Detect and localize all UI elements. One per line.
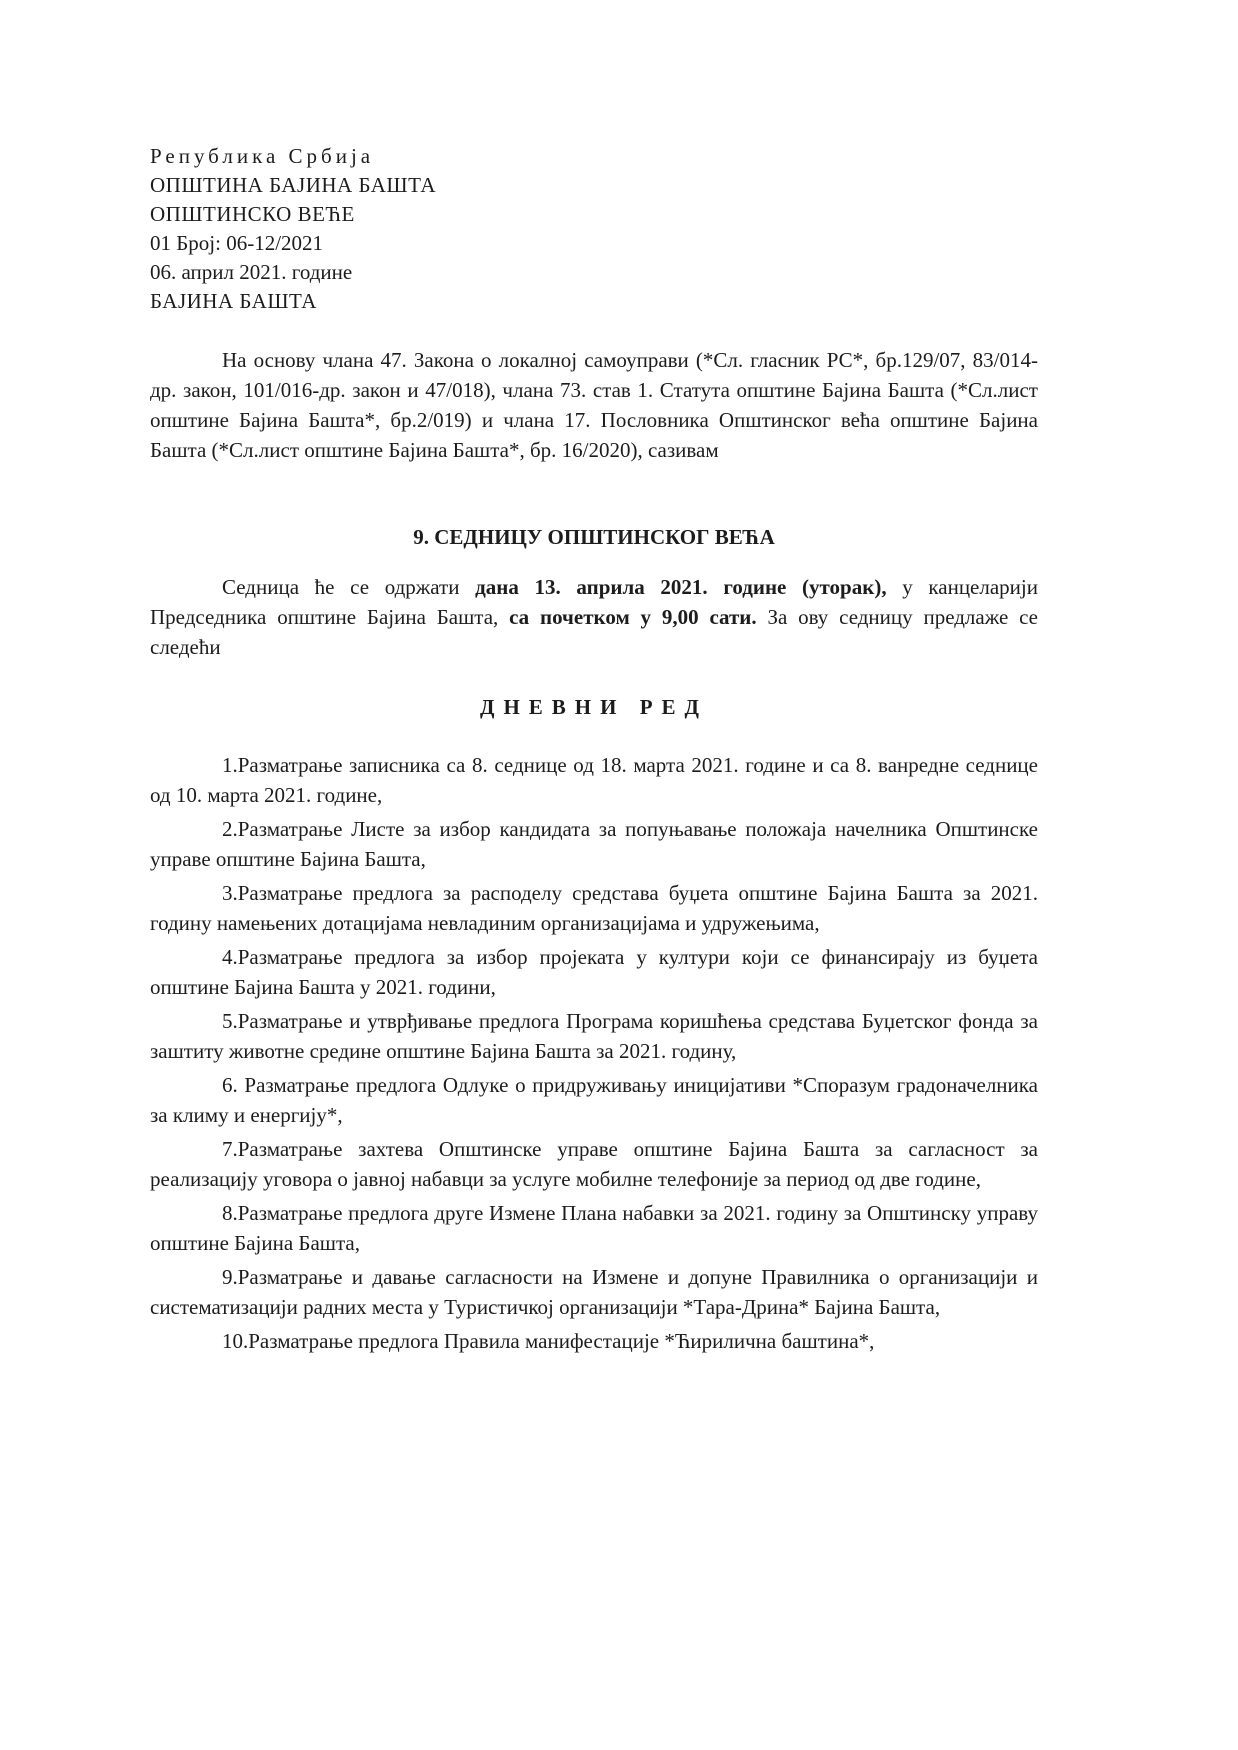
session-date: дана 13. априла 2021. године (уторак),: [475, 575, 887, 599]
session-info-text-2: у канцеларији Председника општине Бајина Башта,: [150, 575, 1038, 629]
agenda-item: 7.Разматрање захтева Општинске управе општине Бајина Башта за сагласност за реализацију уговора о јавној набавци за услуге мобилне телефоније за период од две године,: [150, 1137, 1038, 1191]
municipality-name: ОПШТИНА БАЈИНА БАШТА: [150, 173, 437, 197]
session-start-time: са почетком у 9,00 сати.: [509, 605, 757, 629]
session-title: 9. СЕДНИЦУ ОПШТИНСКОГ ВЕЋА: [413, 525, 775, 549]
document-number: 01 Број: 06-12/2021: [150, 231, 324, 255]
agenda-item: 5.Разматрање и утврђивање предлога Програма коришћења средстава Буџетског фонда за заштиту животне средине општине Бајина Башта за 2021. годину,: [150, 1009, 1038, 1063]
agenda-item: 1.Разматрање записника са 8. седнице од 18. марта 2021. године и са 8. ванредне седнице од 10. марта 2021. године,: [150, 753, 1038, 807]
document-date: 06. април 2021. године: [150, 260, 353, 284]
agenda-list: [150, 750, 1038, 1360]
agenda-item: 3.Разматрање предлога за расподелу средстава буџета општине Бајина Башта за 2021. годину намењених дотацијама невладиним организацијама и удружењима,: [150, 881, 1038, 935]
council-name: ОПШТИНСКО ВЕЋЕ: [150, 202, 355, 226]
agenda-item: 2.Разматрање Листе за избор кандидата за попуњавање положаја начелника Општинске управе општине Бајина Башта,: [150, 817, 1038, 871]
agenda-item: 10.Разматрање предлога Правила манифестације *Ћирилична баштина*,: [222, 1329, 875, 1353]
session-info-paragraph: [150, 572, 1038, 662]
session-info-text-3: За ову седницу предлаже се следећи: [150, 605, 1038, 659]
republic-name: Република Србија: [150, 144, 375, 168]
intro-paragraph: На основу члана 47. Закона о локалној самоуправи (*Сл. гласник РС*, бр.129/07, 83/014-др. закон, 101/016-др. закон и 47/018), члана 73. став 1. Статута општине Бајина Башта (*Сл.лист општине Бајина Башта*, бр.2/019) и члана 17. Пословника Општинског већа општине Бајина Башта (*Сл.лист општине Бајина Башта*, бр. 16/2020), сазивам: [150, 348, 1038, 462]
agenda-item: 4.Разматрање предлога за избор пројеката у култури који се финансирају из буџета општине Бајина Башта у 2021. години,: [150, 945, 1038, 999]
city-name: БАЈИНА БАШТА: [150, 289, 317, 313]
agenda-title: ДНЕВНИ РЕД: [480, 695, 708, 719]
session-info-text-1: Седница ће се одржати: [222, 575, 476, 599]
agenda-item: 8.Разматрање предлога друге Измене Плана набавки за 2021. годину за Општинску управу општине Бајина Башта,: [150, 1201, 1038, 1255]
agenda-item: 6. Разматрање предлога Одлуке о придруживању иницијативи *Споразум градоначелника за климу и енергију*,: [150, 1073, 1038, 1127]
agenda-item: 9.Разматрање и давање сагласности на Измене и допуне Правилника о организацији и систематизацији радних места у Туристичкој организацији *Тара-Дрина* Бајина Башта,: [150, 1265, 1038, 1319]
document-header: [150, 142, 436, 316]
